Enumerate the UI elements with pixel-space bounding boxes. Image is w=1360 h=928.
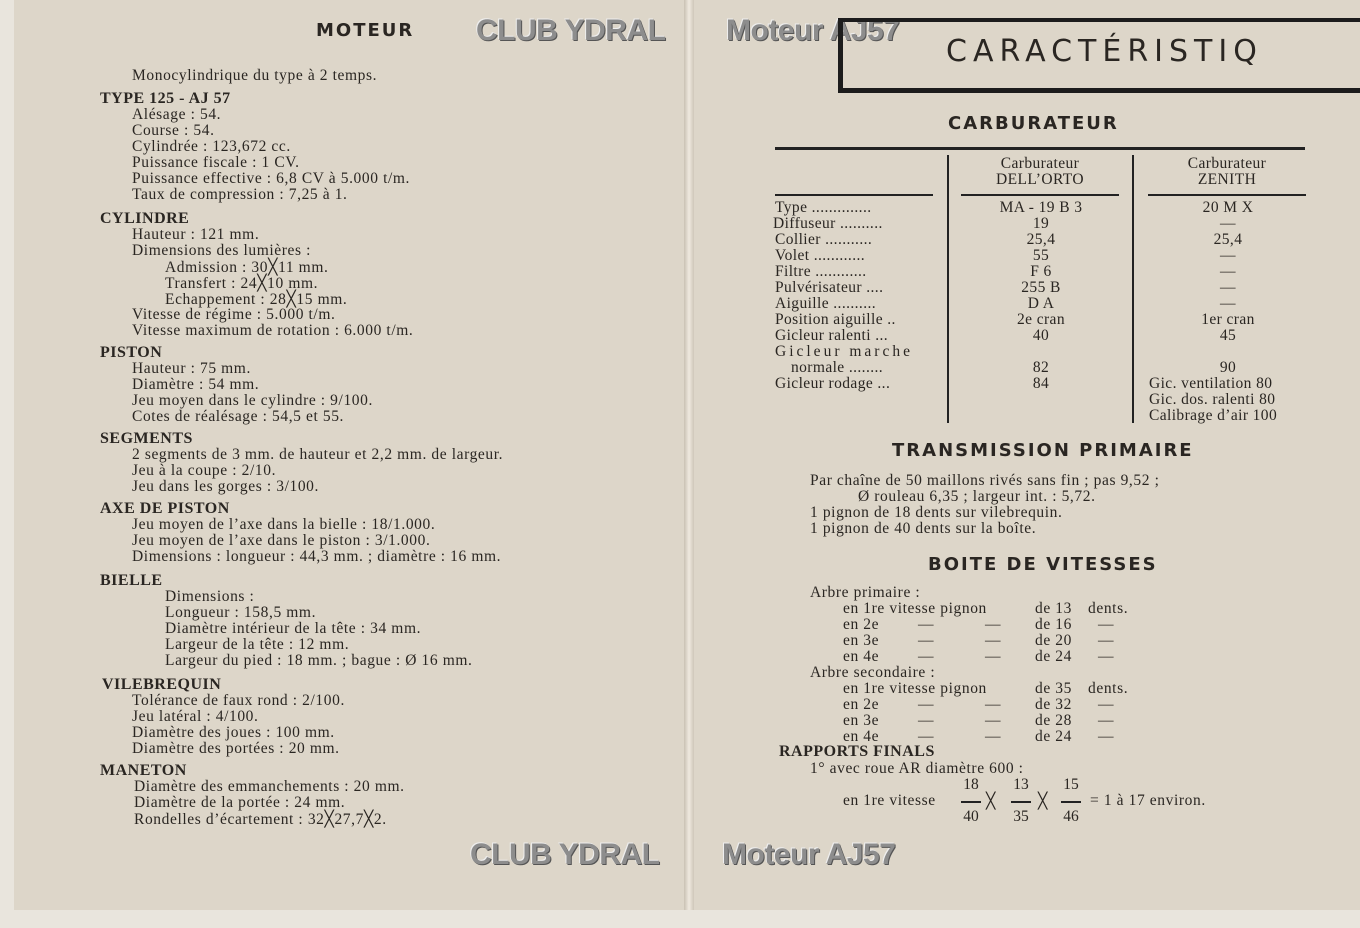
segments-line: Jeu à la coupe : 2/10. <box>132 462 277 479</box>
type-line: Alésage : 54. <box>132 106 222 123</box>
rapports-line: 1° avec roue AR diamètre 600 : <box>810 760 1024 777</box>
zenith-value: 1er cran <box>1201 311 1255 328</box>
fraction-bar <box>1061 801 1081 803</box>
type-line: Puissance fiscale : 1 CV. <box>132 154 300 171</box>
transmission-line: 1 pignon de 40 dents sur la boîte. <box>810 520 1037 537</box>
fraction-bar <box>1011 801 1031 803</box>
carb-label: Gicleur rodage ... <box>775 375 891 392</box>
table-header-rule <box>775 194 933 196</box>
dellorto-value: 55 <box>1032 247 1050 264</box>
gear-row: dents. <box>1088 600 1129 617</box>
gear-row: de 13 <box>1035 600 1073 617</box>
arbre-primaire-label: Arbre primaire : <box>810 584 921 601</box>
cylindre-line: Transfert : 24╳10 mm. <box>165 275 319 292</box>
gear-row: — <box>918 632 935 649</box>
carb-label: Volet ............ <box>775 247 866 264</box>
cylindre-line: Echappement : 28╳15 mm. <box>165 291 348 308</box>
gear-row: — <box>918 728 935 745</box>
dellorto-header: DELL’ORTO <box>996 171 1084 188</box>
bielle-line: Largeur du pied : 18 mm. ; bague : Ø 16 mm. <box>165 652 473 669</box>
axe-line: Dimensions : longueur : 44,3 mm. ; diamètre : 16 mm. <box>132 548 502 565</box>
axe-title: AXE DE PISTON <box>100 500 230 517</box>
dellorto-value: F 6 <box>1030 263 1052 280</box>
zenith-value: — <box>1220 295 1236 312</box>
gear-row: — <box>1098 696 1115 713</box>
watermark-club-top: CLUB YDRAL <box>476 14 666 47</box>
ratio-numerator: 13 <box>1013 776 1029 793</box>
zenith-value: 90 <box>1219 359 1237 376</box>
dellorto-value: 84 <box>1032 375 1050 392</box>
gear-row: en 1re vitesse pignon <box>843 680 987 697</box>
zenith-value: — <box>1220 279 1236 296</box>
bielle-line: Dimensions : <box>165 588 255 605</box>
zenith-value: Calibrage d’air 100 <box>1149 407 1278 424</box>
type-title: TYPE 125 - AJ 57 <box>100 90 231 107</box>
zenith-value: — <box>1220 263 1236 280</box>
axe-line: Jeu moyen de l’axe dans la bielle : 18/1.000. <box>132 516 436 533</box>
ratio-denominator: 40 <box>963 808 979 825</box>
piston-line: Cotes de réalésage : 54,5 et 55. <box>132 408 345 425</box>
cylindre-line: Vitesse de régime : 5.000 t/m. <box>132 306 336 323</box>
gear-row: — <box>985 616 1002 633</box>
gear-row: — <box>1098 632 1115 649</box>
carb-label: Diffuseur .......... <box>773 215 883 232</box>
gear-row: — <box>918 696 935 713</box>
ratio-numerator: 15 <box>1063 776 1079 793</box>
carb-label: normale ........ <box>791 359 884 376</box>
gear-row: de 16 <box>1035 616 1073 633</box>
ratio-result: = 1 à 17 environ. <box>1090 792 1206 809</box>
carb-label: Aiguille .......... <box>775 295 877 312</box>
zenith-value: 45 <box>1219 327 1237 344</box>
gear-row: en 2e <box>843 696 880 713</box>
gear-row: en 4e <box>843 728 880 745</box>
transmission-line: Ø rouleau 6,35 ; largeur int. : 5,72. <box>858 488 1096 505</box>
gear-row: de 24 <box>1035 728 1073 745</box>
carburateur-title: CARBURATEUR <box>948 113 1119 134</box>
zenith-value: — <box>1220 215 1236 232</box>
maneton-title: MANETON <box>100 762 187 779</box>
maneton-line: Diamètre de la portée : 24 mm. <box>134 794 346 811</box>
transmission-line: 1 pignon de 18 dents sur vilebrequin. <box>810 504 1063 521</box>
rapports-prefix: en 1re vitesse <box>843 792 936 809</box>
zenith-value: — <box>1220 247 1236 264</box>
table-header-rule <box>1148 194 1306 196</box>
gear-row: — <box>918 648 935 665</box>
piston-line: Diamètre : 54 mm. <box>132 376 260 393</box>
segments-line: 2 segments de 3 mm. de hauteur et 2,2 mm. de largeur. <box>132 446 504 463</box>
cylindre-title: CYLINDRE <box>100 210 190 227</box>
times-sign: ╳ <box>986 793 996 810</box>
gear-row: — <box>1098 712 1115 729</box>
bielle-line: Largeur de la tête : 12 mm. <box>165 636 350 653</box>
gear-row: en 2e <box>843 616 880 633</box>
times-sign: ╳ <box>1038 793 1048 810</box>
segments-line: Jeu dans les gorges : 3/100. <box>132 478 319 495</box>
zenith-value: Gic. ventilation 80 <box>1149 375 1273 392</box>
piston-title: PISTON <box>100 344 163 361</box>
gear-row: — <box>985 632 1002 649</box>
vilebrequin-title: VILEBREQUIN <box>102 676 222 693</box>
dellorto-header: Carburateur <box>1000 155 1080 172</box>
fraction-bar <box>961 801 981 803</box>
zenith-header: Carburateur <box>1187 155 1267 172</box>
gear-row: — <box>985 648 1002 665</box>
zenith-value: 25,4 <box>1213 231 1243 248</box>
gear-row: de 20 <box>1035 632 1073 649</box>
caracteristiques-title: CARACTÉRISTIQ <box>946 34 1263 69</box>
carb-label: Type .............. <box>775 199 872 216</box>
transmission-line: Par chaîne de 50 maillons rivés sans fin ; pas 9,52 ; <box>810 472 1160 489</box>
vilebrequin-line: Jeu latéral : 4/100. <box>132 708 259 725</box>
gear-row: de 24 <box>1035 648 1073 665</box>
gear-row: de 28 <box>1035 712 1073 729</box>
page-fold <box>684 0 694 910</box>
ratio-denominator: 46 <box>1063 808 1079 825</box>
gear-row: en 4e <box>843 648 880 665</box>
cylindre-line: Admission : 30╳11 mm. <box>165 259 329 276</box>
cylindre-line: Vitesse maximum de rotation : 6.000 t/m. <box>132 322 414 339</box>
dellorto-value: 40 <box>1032 327 1050 344</box>
bielle-line: Diamètre intérieur de la tête : 34 mm. <box>165 620 422 637</box>
gear-row: — <box>918 712 935 729</box>
maneton-line: Diamètre des emmanchements : 20 mm. <box>134 778 405 795</box>
carb-label: Collier ........... <box>775 231 873 248</box>
table-top-rule <box>775 147 1305 150</box>
dellorto-value: 2e cran <box>1017 311 1065 328</box>
cylindre-line: Hauteur : 121 mm. <box>132 226 260 243</box>
dellorto-value: 25,4 <box>1026 231 1056 248</box>
carb-label: Gicleur ralenti ... <box>775 327 889 344</box>
table-header-rule <box>961 194 1119 196</box>
carb-label: Position aiguille .. <box>775 311 896 328</box>
gear-row: dents. <box>1088 680 1129 697</box>
rapports-title: RAPPORTS FINALS <box>779 743 935 760</box>
gear-row: — <box>1098 616 1115 633</box>
gear-row: — <box>918 616 935 633</box>
vilebrequin-line: Diamètre des joues : 100 mm. <box>132 724 335 741</box>
bielle-line: Longueur : 158,5 mm. <box>165 604 317 621</box>
dellorto-value: 255 B <box>1021 279 1061 296</box>
gear-row: en 1re vitesse pignon <box>843 600 987 617</box>
maneton-line: Rondelles d’écartement : 32╳27,7╳2. <box>134 811 387 828</box>
gear-row: — <box>985 712 1002 729</box>
segments-title: SEGMENTS <box>100 430 193 447</box>
table-divider-1 <box>947 155 949 423</box>
zenith-header: ZENITH <box>1197 171 1257 188</box>
piston-line: Jeu moyen dans le cylindre : 9/100. <box>132 392 373 409</box>
gear-row: de 35 <box>1035 680 1073 697</box>
gear-row: — <box>1098 648 1115 665</box>
transmission-title: TRANSMISSION PRIMAIRE <box>892 440 1194 461</box>
moteur-title: MOTEUR <box>316 20 415 41</box>
dellorto-value: 82 <box>1032 359 1050 376</box>
zenith-value: Gic. dos. ralenti 80 <box>1149 391 1276 408</box>
axe-line: Jeu moyen de l’axe dans le piston : 3/1.000. <box>132 532 431 549</box>
bielle-title: BIELLE <box>100 572 163 589</box>
type-line: Puissance effective : 6,8 CV à 5.000 t/m. <box>132 170 411 187</box>
watermark-motor-top: Moteur AJ57 <box>726 14 900 47</box>
zenith-value: 20 M X <box>1202 199 1254 216</box>
dellorto-value: 19 <box>1032 215 1050 232</box>
dellorto-value: D A <box>1027 295 1055 312</box>
arbre-secondaire-label: Arbre secondaire : <box>810 664 936 681</box>
boite-title: BOITE DE VITESSES <box>928 554 1158 575</box>
vilebrequin-line: Tolérance de faux rond : 2/100. <box>132 692 345 709</box>
gear-row: de 32 <box>1035 696 1073 713</box>
vilebrequin-line: Diamètre des portées : 20 mm. <box>132 740 340 757</box>
gear-row: — <box>985 728 1002 745</box>
gear-row: en 3e <box>843 712 880 729</box>
watermark-motor-bottom: Moteur AJ57 <box>722 838 896 871</box>
ratio-denominator: 35 <box>1013 808 1029 825</box>
dellorto-value: MA - 19 B 3 <box>999 199 1083 216</box>
type-line: Course : 54. <box>132 122 215 139</box>
piston-line: Hauteur : 75 mm. <box>132 360 251 377</box>
table-divider-2 <box>1132 155 1134 423</box>
intro-line: Monocylindrique du type à 2 temps. <box>132 67 378 84</box>
watermark-club-bottom: CLUB YDRAL <box>470 838 660 871</box>
gear-row: — <box>985 696 1002 713</box>
type-line: Cylindrée : 123,672 cc. <box>132 138 291 155</box>
type-line: Taux de compression : 7,25 à 1. <box>132 186 348 203</box>
gear-row: — <box>1098 728 1115 745</box>
carb-label: Pulvérisateur .... <box>775 279 884 296</box>
ratio-numerator: 18 <box>963 776 979 793</box>
gear-row: en 3e <box>843 632 880 649</box>
carb-label: Gicleur marche <box>775 343 913 360</box>
cylindre-line: Dimensions des lumières : <box>132 242 312 259</box>
carb-label: Filtre ............ <box>775 263 867 280</box>
